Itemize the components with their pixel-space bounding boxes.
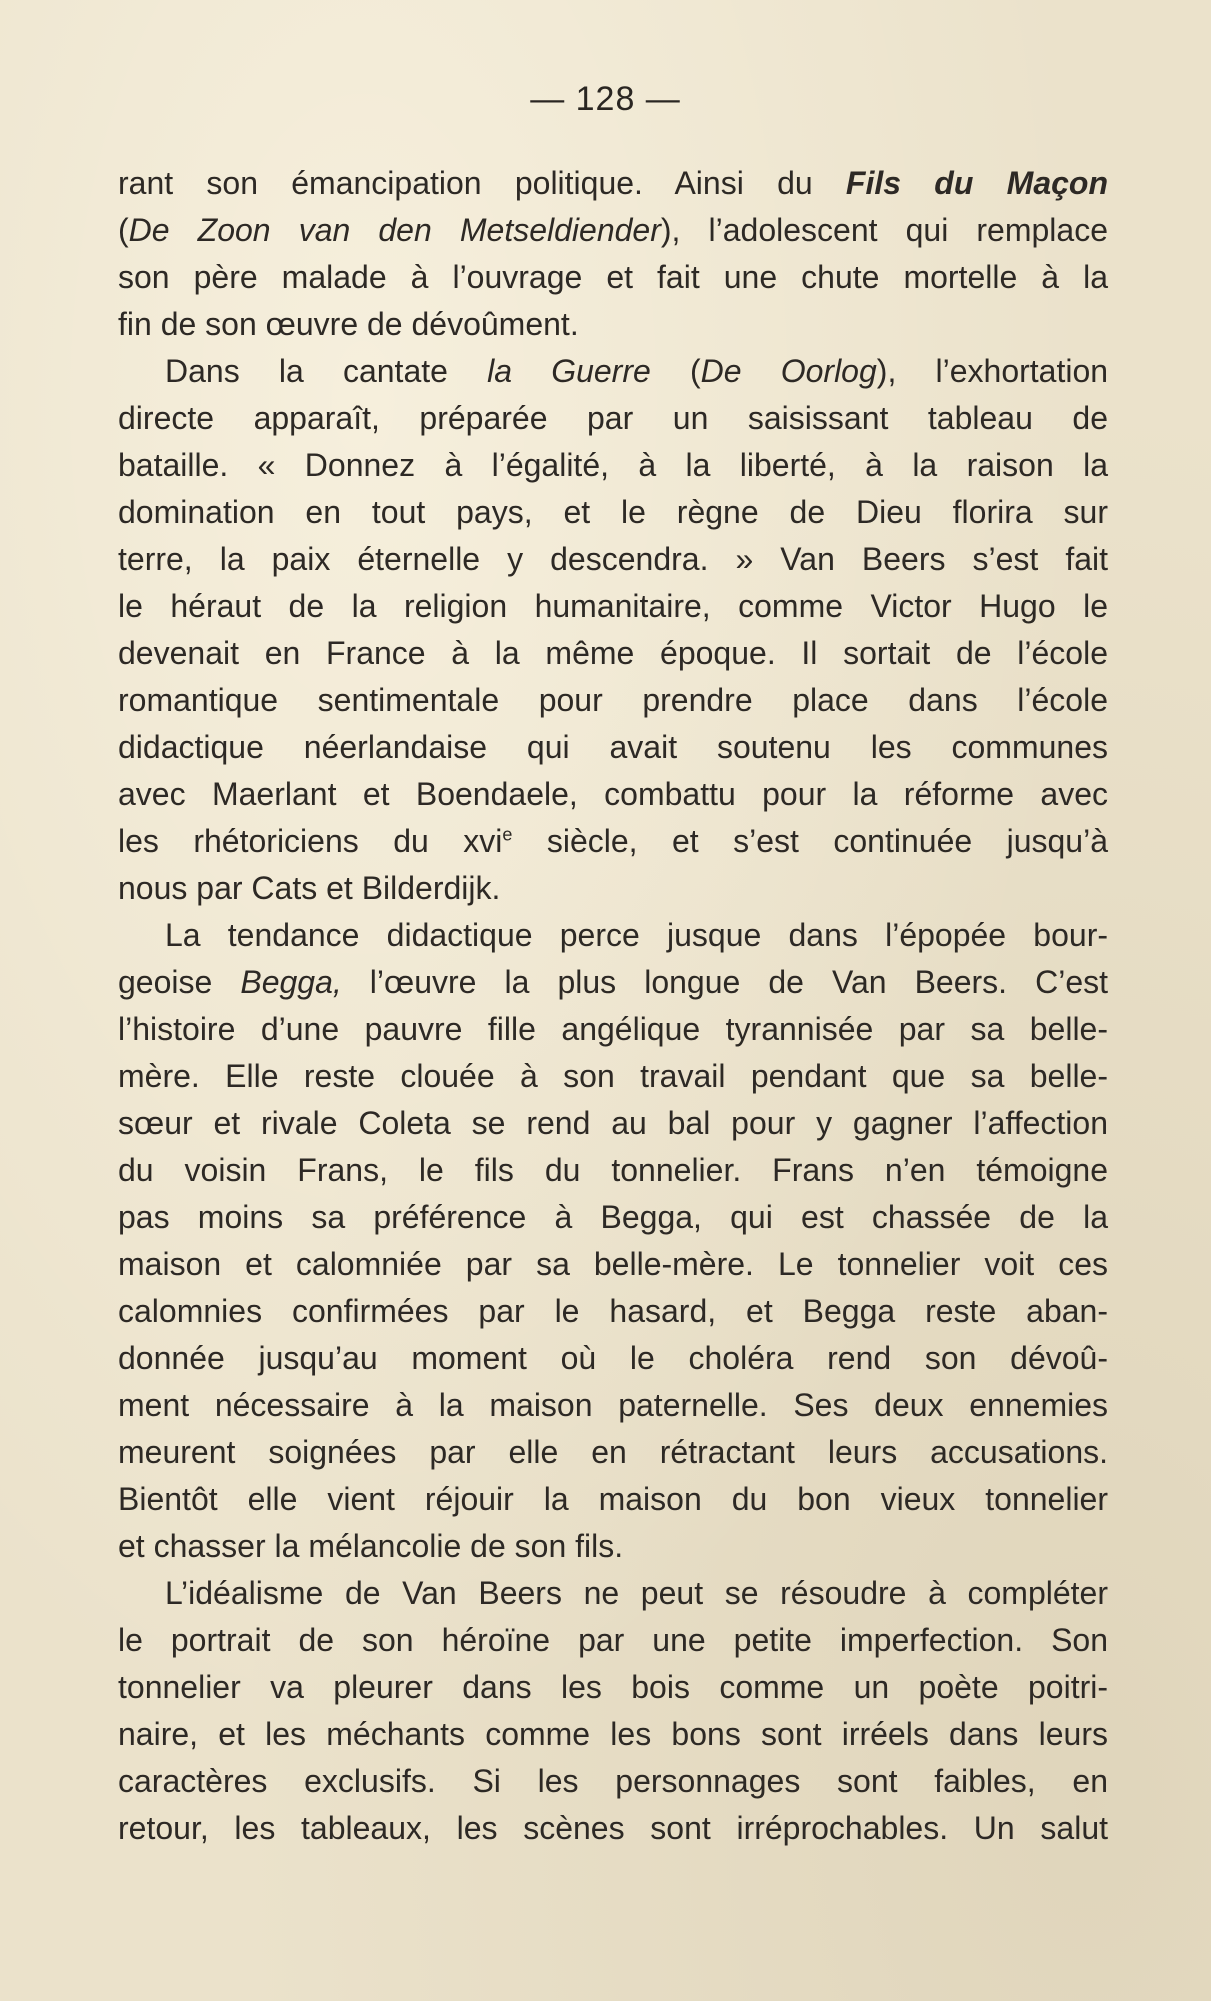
- text-segment: nous par Cats et Bilderdijk.: [118, 870, 501, 906]
- text-line: [118, 959, 1108, 1006]
- text-line: [118, 771, 1108, 818]
- text-segment: e: [502, 824, 513, 845]
- text-segment: calomnies confirmées par le hasard, et Begga reste aban-: [118, 1293, 1108, 1329]
- text-segment: siècle, et s’est continuée jusqu’à: [512, 823, 1109, 859]
- text-segment: geoise: [118, 964, 241, 1000]
- text-line: [118, 489, 1108, 536]
- text-segment: le portrait de son héroïne par une petite imperfection. Son: [118, 1622, 1108, 1658]
- text-segment: ment nécessaire à la maison paternelle. Ses deux ennemies: [118, 1387, 1108, 1423]
- italic-title: la Guerre: [487, 353, 651, 389]
- text-segment: l’histoire d’une pauvre fille angélique tyrannisée par sa belle-: [118, 1011, 1108, 1047]
- text-segment: L’idéalisme de Van Beers ne peut se résoudre à compléter: [165, 1575, 1108, 1611]
- text-segment: domination en tout pays, et le règne de Dieu florira sur: [118, 494, 1108, 530]
- text-line: [118, 442, 1108, 489]
- text-segment: avec Maerlant et Boendaele, combattu pour la réforme avec: [118, 776, 1108, 812]
- text-line: [118, 160, 1108, 207]
- text-line: [118, 630, 1108, 677]
- text-segment: romantique sentimentale pour prendre place dans l’école: [118, 682, 1108, 718]
- text-segment: (: [650, 353, 701, 389]
- text-line: [118, 912, 1108, 959]
- text-segment: didactique néerlandaise qui avait soutenu les communes: [118, 729, 1108, 765]
- text-line: [118, 1758, 1108, 1805]
- text-segment: bataille. « Donnez à l’égalité, à la liberté, à la raison la: [118, 447, 1108, 483]
- text-line: [118, 724, 1108, 771]
- text-line: [118, 1100, 1108, 1147]
- text-line: [118, 1006, 1108, 1053]
- text-segment: rant son émancipation politique. Ainsi du: [118, 165, 846, 201]
- text-line: [118, 1335, 1108, 1382]
- text-segment: tonnelier va pleurer dans les bois comme un poète poitri-: [118, 1669, 1108, 1705]
- text-segment: sœur et rivale Coleta se rend au bal pour y gagner l’affection: [118, 1105, 1108, 1141]
- text-segment: La tendance didactique perce jusque dans l’épopée bour-: [165, 917, 1108, 953]
- text-line: [118, 395, 1108, 442]
- text-segment: le héraut de la religion humanitaire, comme Victor Hugo le: [118, 588, 1108, 624]
- text-segment: caractères exclusifs. Si les personnages sont faibles, en: [118, 1763, 1108, 1799]
- text-segment: ), l’adolescent qui remplace: [660, 212, 1108, 248]
- text-segment: mère. Elle reste clouée à son travail pendant que sa belle-: [118, 1058, 1108, 1094]
- text-segment: fin de son œuvre de dévoûment.: [118, 306, 579, 342]
- italic-title: De Zoon van den Metseldiender: [128, 212, 661, 248]
- text-line: [118, 1476, 1108, 1523]
- text-line: [118, 677, 1108, 724]
- text-line: [118, 818, 1108, 865]
- text-segment: donnée jusqu’au moment où le choléra rend son dévoû-: [118, 1340, 1108, 1376]
- text-segment: ), l’exhortation: [876, 353, 1109, 389]
- text-line: [118, 1523, 1108, 1570]
- text-line: [118, 1382, 1108, 1429]
- text-segment: devenait en France à la même époque. Il sortait de l’école: [118, 635, 1108, 671]
- body-text: [118, 160, 1108, 1852]
- text-line: [118, 1241, 1108, 1288]
- italic-title: Fils du Maçon: [845, 165, 1109, 201]
- italic-title: Begga,: [240, 964, 342, 1000]
- text-line: [118, 1711, 1108, 1758]
- text-segment: du voisin Frans, le fils du tonnelier. Frans n’en témoigne: [118, 1152, 1108, 1188]
- text-line: [118, 301, 1108, 348]
- text-segment: maison et calomniée par sa belle-mère. Le tonnelier voit ces: [118, 1246, 1108, 1282]
- text-line: [118, 865, 1108, 912]
- text-segment: et chasser la mélancolie de son fils.: [118, 1528, 624, 1564]
- text-line: [118, 536, 1108, 583]
- text-segment: les rhétoriciens du xvi: [118, 823, 503, 859]
- text-line: [118, 583, 1108, 630]
- page-number: — 128 —: [530, 80, 681, 118]
- text-line: [118, 1805, 1108, 1852]
- text-line: [118, 254, 1108, 301]
- text-line: [118, 348, 1108, 395]
- text-line: [118, 1194, 1108, 1241]
- text-line: [118, 1664, 1108, 1711]
- text-line: [118, 1288, 1108, 1335]
- text-segment: pas moins sa préférence à Begga, qui est chassée de la: [118, 1199, 1108, 1235]
- text-segment: naire, et les méchants comme les bons sont irréels dans leurs: [118, 1716, 1108, 1752]
- text-segment: son père malade à l’ouvrage et fait une chute mortelle à la: [118, 259, 1108, 295]
- text-line: [118, 1147, 1108, 1194]
- text-segment: Dans la cantate: [165, 353, 488, 389]
- text-line: [118, 1570, 1108, 1617]
- text-segment: l’œuvre la plus longue de Van Beers. C’est: [341, 964, 1109, 1000]
- text-line: [118, 207, 1108, 254]
- text-line: [118, 1617, 1108, 1664]
- text-line: [118, 1429, 1108, 1476]
- text-line: [118, 1053, 1108, 1100]
- text-segment: Bientôt elle vient réjouir la maison du bon vieux tonnelier: [118, 1481, 1108, 1517]
- italic-title: De Oorlog: [700, 353, 877, 389]
- text-segment: retour, les tableaux, les scènes sont irréprochables. Un salut: [118, 1810, 1108, 1846]
- text-segment: terre, la paix éternelle y descendra. » Van Beers s’est fait: [118, 541, 1108, 577]
- text-segment: (: [118, 212, 129, 248]
- text-segment: directe apparaît, préparée par un saisissant tableau de: [118, 400, 1108, 436]
- text-segment: meurent soignées par elle en rétractant leurs accusations.: [118, 1434, 1108, 1470]
